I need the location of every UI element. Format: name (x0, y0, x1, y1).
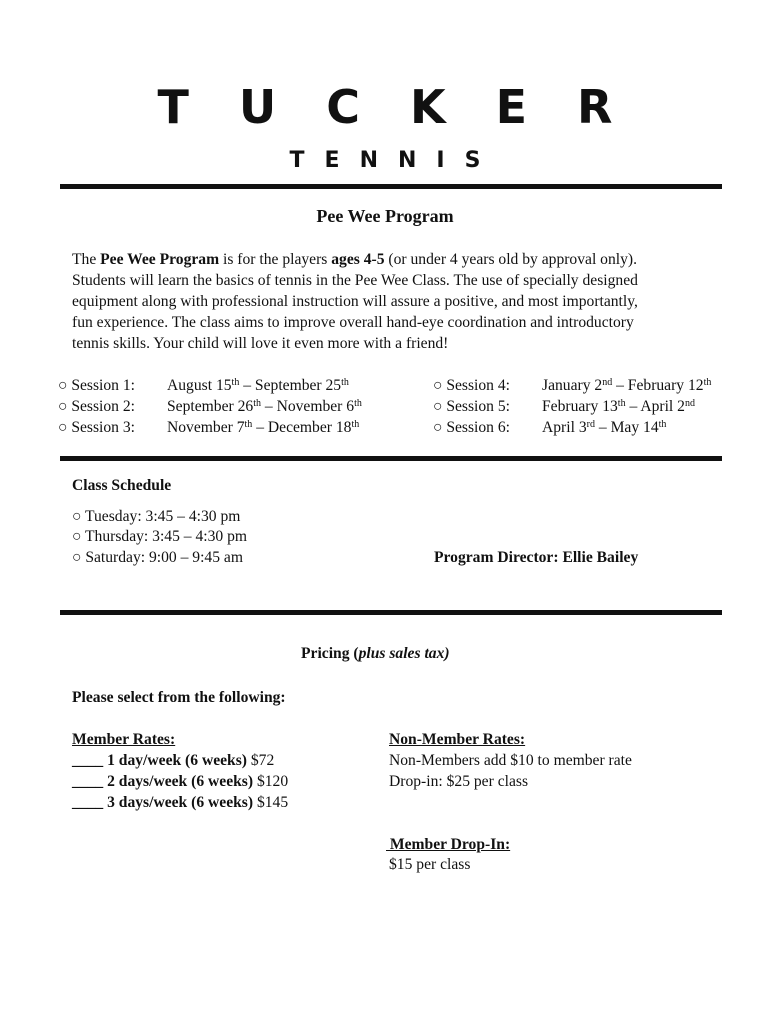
brand-subtitle: TENNIS (289, 148, 501, 173)
member-dropin-price: $15 per class (389, 856, 471, 873)
session-3-dates: November 7th – December 18th (167, 419, 360, 436)
member-dropin-heading: Member Drop-In: (386, 836, 511, 853)
schedule-heading: Class Schedule (72, 477, 172, 494)
nonmember-dropin-line: Drop-in: $25 per class (389, 773, 529, 790)
program-director: Program Director: Ellie Bailey (434, 549, 639, 566)
schedule-tuesday: ○ Tuesday: 3:45 – 4:30 pm (72, 508, 241, 525)
session-4-dates: January 2nd – February 12th (542, 377, 712, 394)
schedule-thursday: ○ Thursday: 3:45 – 4:30 pm (72, 528, 248, 545)
pricing-heading: Pricing (plus sales tax) (301, 645, 450, 662)
nonmember-rate-line: Non-Members add $10 to member rate (389, 752, 632, 769)
program-title: Pee Wee Program (316, 206, 454, 226)
session-6-dates: April 3rd – May 14th (542, 419, 667, 436)
session-5-label: ○ Session 5: (433, 398, 511, 415)
session-1-dates: August 15th – September 25th (167, 377, 349, 394)
session-3-label: ○ Session 3: (58, 419, 136, 436)
session-2-dates: September 26th – November 6th (167, 398, 362, 415)
select-instruction: Please select from the following: (72, 689, 286, 706)
sessions-divider (60, 456, 722, 461)
session-2-label: ○ Session 2: (58, 398, 136, 415)
member-rate-2: ____ 2 days/week (6 weeks) $120 (72, 773, 289, 790)
member-rate-3: ____ 3 days/week (6 weeks) $145 (72, 794, 289, 811)
program-intro: The Pee Wee Program is for the players ages 4-5 (or under 4 years old by approval only). Students will learn the basics of tennis in the Pee Wee Class. The use of specially designed equipment along with professional instruction will assure a positive, and most importantly, fun experience. The class aims to improve overall hand-eye coordination and introductory tennis skills. Your child will love it even more with a friend! (72, 251, 638, 352)
member-rate-1: ____ 1 day/week (6 weeks) $72 (72, 752, 275, 769)
brand-logo: TUCKER (157, 80, 663, 134)
nonmember-rates-heading: Non-Member Rates: (389, 731, 526, 748)
header-divider (60, 184, 722, 189)
member-rates-heading: Member Rates: (72, 731, 176, 748)
session-5-dates: February 13th – April 2nd (542, 398, 695, 415)
session-1-label: ○ Session 1: (58, 377, 136, 394)
session-6-label: ○ Session 6: (433, 419, 511, 436)
schedule-saturday: ○ Saturday: 9:00 – 9:45 am (72, 549, 243, 566)
schedule-divider (60, 610, 722, 615)
session-4-label: ○ Session 4: (433, 377, 511, 394)
